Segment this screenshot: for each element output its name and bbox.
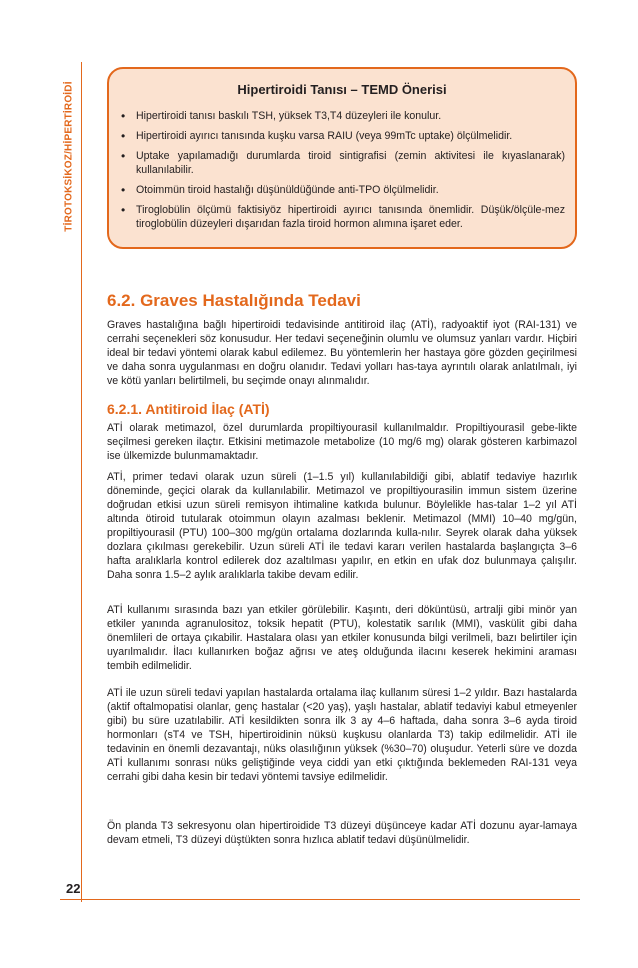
body-paragraph: ATİ kullanımı sırasında bazı yan etkiler görülebilir. Kaşıntı, deri döküntüsü, artralji gibi minör yan etkiler yanında agranulositoz, toksik hepatit (PTU), kolestatik sarılık (MMI), vaskülit gibi daha önemlileri de ortaya çıkabilir. Hastalara olası yan etkiler konusunda bilgi verilmeli, bazı belirtiler için uyarılmalıdır. İlacı kullanırken boğaz ağrısı ve ateş olduğunda ilacını keserek hekimini araması tembih edilmelidir.: [107, 604, 577, 672]
recommendation-item: [119, 203, 565, 231]
bullet-icon: •: [121, 109, 126, 123]
bullet-icon: •: [121, 129, 126, 143]
recommendation-text: Hipertiroidi ayırıcı tanısında kuşku varsa RAIU (veya 99mTc uptake) ölçülmelidir.: [136, 130, 513, 142]
body-paragraph: Ön planda T3 sekresyonu olan hipertiroidide T3 düzeyi düşünceye kadar ATİ dozunu ayar-lamaya devam etmeli, T3 düzeyi düştükten sonra hızlıca ablatif tedavi düşünülmelidir.: [107, 820, 577, 846]
running-header: [61, 76, 77, 236]
bullet-icon: •: [121, 183, 126, 197]
recommendation-list: [119, 109, 565, 237]
footer-divider: [60, 899, 580, 900]
recommendation-item: [119, 109, 565, 123]
subsection-heading: 6.2.1. Antitiroid İlaç (ATİ): [107, 401, 270, 417]
recommendation-box-title: Hipertiroidi Tanısı – TEMD Önerisi: [237, 82, 447, 97]
recommendation-box: [107, 67, 577, 249]
body-paragraph: ATİ olarak metimazol, özel durumlarda propiltiyourasil kullanılmaldır. Propiltiyourasil gebe-likte seçilmesi gereken ilaçtır. Etkisini metimazole metabolize (10 mg/6 mg) olarak gösteren karbimazol ise ülkemizde bulunmamaktadır.: [107, 422, 577, 462]
bullet-icon: •: [121, 203, 126, 217]
recommendation-text: Hipertiroidi tanısı baskılı TSH, yüksek T3,T4 düzeyleri ile konulur.: [136, 110, 442, 122]
body-paragraph: ATİ ile uzun süreli tedavi yapılan hastalarda ortalama ilaç kullanım süresi 1–2 yıldır. Bazı hastalarda (aktif oftalmopatisi olanlar, genç hastalar (<20 yaş), yaşlı hastalar, ablatif tedaviyi kabul etmeyenler gibi) bu süre uzatılabilir. ATİ kesildikten sonra ilk 3 ay 4–6 haftada, daha sonra 3–6 ayda tiroid hormonları (sT4 ve TSH, hipertiroidinin nüksü kuşkusu olanlarda T3) takip edilmelidir. ATİ ile tedavinin en önemli dezavantajı, nüks olasılığının yüksek (%30–70) oluşudur. Yeterli süre ve dozda ATİ kullanımı sonrası nüks geliştiğinde veya ciddi yan etki çıktığında beklemeden RAI-131 veya cerrahi gibi daha kesin bir tedavi yöntemi tavsiye edilmelidir.: [107, 687, 577, 783]
recommendation-text: Tiroglobülin ölçümü faktisiyöz hipertiroidi ayırıcı tanısında önemlidir. Düşük/ölçüle-mez tiroglobülin düzeyleri dışarıdan fazla tiroid hormon alımına işaret eder.: [136, 204, 565, 230]
page-number: 22: [66, 881, 81, 896]
recommendation-text: Uptake yapılamadığı durumlarda tiroid sintigrafisi (zemin aktivitesi ile kıyaslanarak) kullanılabilir.: [136, 150, 565, 176]
recommendation-item: [119, 183, 565, 197]
recommendation-text: Otoimmün tiroid hastalığı düşünüldüğünde anti-TPO ölçülmelidir.: [136, 184, 439, 196]
recommendation-item: [119, 149, 565, 177]
section-heading: 6.2. Graves Hastalığında Tedavi: [107, 291, 361, 310]
bullet-icon: •: [121, 149, 126, 163]
running-header-text: TİROTOKSİKOZ/HİPERTİROİDİ: [63, 80, 75, 232]
recommendation-item: [119, 129, 565, 143]
side-divider: [81, 62, 82, 902]
body-paragraph: ATİ, primer tedavi olarak uzun süreli (1–1.5 yıl) kullanılabildiği gibi, ablatif tedaviye hazırlık döneminde, geçici olarak da kullanılabilir. Metimazol ve propiltiyourasilin immun sistem üzerine doğrudan etkisi uzun süreli remisyon ihtimaline katkıda bulunur. Böylelikle has-talar 1–2 yıl ATİ altında ötiroid tutularak otoimmun olayın azalması beklenir. Metimazol (MMI) 10–40 mg/gün, propiltiyourasil (PTU) 100–300 mg/gün ortalama dozlarında kulla-nılır. Seyrek olarak daha yüksek dozlara çıkılması gerekebilir. Uzun süreli ATİ ile tedavi kararı verilen hastalarda başlangıçta 3–6 hafta aralıklarla kontrol edilerek doz azaltılması yapılır, en etkin en ufak doz bulunmaya çalışılır. Daha sonra 1.5–2 aylık aralıklarla takibe devam edilir.: [107, 471, 577, 581]
section-intro-paragraph: Graves hastalığına bağlı hipertiroidi tedavisinde antitiroid ilaç (ATİ), radyoaktif iyot (RAI-131) ve cerrahi seçenekleri söz konusudur. Her tedavi seçeneğinin olumlu ve olumsuz yanları vardır. Hiçbiri ideal bir tedavi yöntemi olarak kabul edilemez. Bu yöntemlerin her hastaya göre gözden geçirilmesi ve daha sonra uygulanması en doğru olanıdır. Tedavi yolları has-taya ayrıntılı olarak anlatılmalı, iyi ve kötü yanları belirtilmeli, bu seçimde onayı alınmalıdır.: [107, 319, 577, 387]
